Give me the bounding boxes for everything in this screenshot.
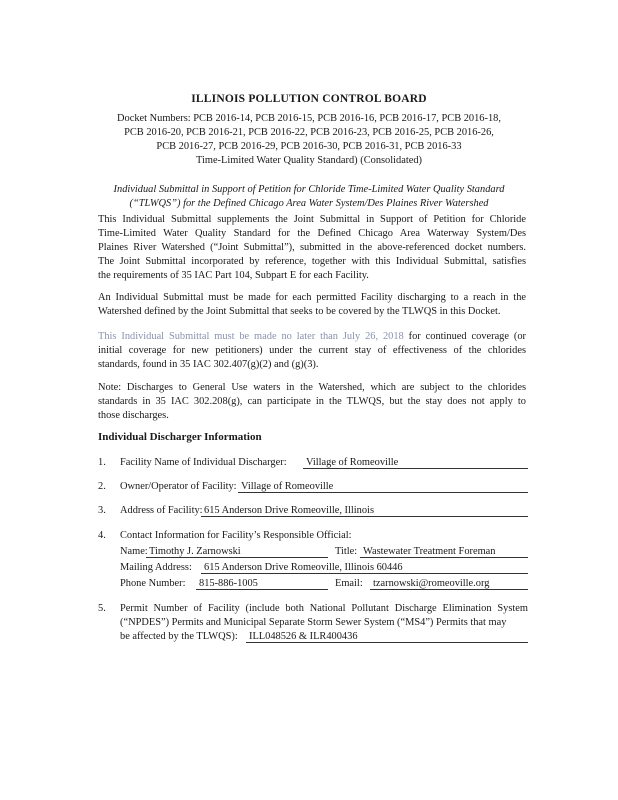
paragraph-deadline [98,330,526,372]
item-label: Address of Facility: [120,505,203,516]
item-facility-name [98,456,528,472]
paragraph-line: This Individual Submittal supplements the Joint Submittal in Support of Petition for Chloride [98,214,526,225]
paragraph-line: An Individual Submittal must be made for each permitted Facility discharging to a reach in the [98,292,526,303]
paragraph-line: Watershed defined by the Joint Submittal that seeks to be covered by the TLWQS in this Docket. [98,306,501,317]
paragraph-requirement [98,291,526,319]
title-label: Title: [335,546,358,557]
paragraph-line [98,330,526,344]
item-number: 4. [98,530,106,541]
section-heading: Individual Discharger Information [98,431,262,443]
paragraph-line: standards, found in 35 IAC 302.407(g)(2) and (g)(3). [98,359,319,370]
docket-line: Docket Numbers: PCB 2016-14, PCB 2016-15, PCB 2016-16, PCB 2016-17, PCB 2016-18, [117,113,501,124]
item-contact-information [98,529,528,599]
item-text-line: Permit Number of Facility (include both National Pollutant Discharge Elimination System [120,603,528,614]
item-number: 3. [98,505,106,516]
docket-line: Time-Limited Water Quality Standard) (Consolidated) [196,155,422,166]
facility-name-field[interactable]: Village of Romeoville [303,456,528,469]
facility-address-field[interactable]: 615 Anderson Drive Romeoville, Illinois [201,504,528,517]
item-label: be affected by the TLWQS): [120,631,238,642]
owner-operator-field[interactable]: Village of Romeoville [238,480,528,493]
name-label: Name: [120,546,148,557]
paragraph-line: initial coverage for new petitioners) under the current stay of effectiveness of the chlorides [98,345,526,356]
email-field[interactable]: tzarnowski@romeoville.org [370,577,528,590]
mailing-address-field[interactable]: 615 Anderson Drive Romeoville, Illinois 60446 [201,561,528,574]
subtitle-line: Individual Submittal in Support of Petition for Chloride Time-Limited Water Quality Standard [113,184,505,195]
item-text-line: (“NPDES”) Permits and Municipal Separate Storm Sewer System (“MS4”) Permits that may [120,617,507,628]
paragraph-line: those discharges. [98,410,169,421]
board-title: ILLINOIS POLLUTION CONTROL BOARD [191,93,427,105]
official-name-field[interactable]: Timothy J. Zarnowski [146,545,328,558]
email-label: Email: [335,578,363,589]
document-subtitle [95,183,523,211]
phone-number-field[interactable]: 815-886-1005 [196,577,328,590]
docket-line: PCB 2016-20, PCB 2016-21, PCB 2016-22, PCB 2016-23, PCB 2016-25, PCB 2016-26, [124,127,494,138]
docket-line: PCB 2016-27, PCB 2016-29, PCB 2016-30, PCB 2016-31, PCB 2016-33 [156,141,462,152]
mailing-address-label: Mailing Address: [120,562,192,573]
docket-numbers [95,112,523,168]
paragraph-line: The Joint Submittal incorporated by reference, together with this Individual Submittal, satisfies [98,256,526,267]
paragraph-line: Note: Discharges to General Use waters in the Watershed, which are subject to the chlorides [98,382,526,393]
paragraph-line: standards in 35 IAC 302.208(g), can participate in the TLWQS, but the stay does not apply to [98,396,526,407]
deadline-continuation: for continued coverage (or [403,331,526,342]
item-number: 2. [98,481,106,492]
paragraph-supplement [98,213,526,283]
item-owner-operator [98,480,528,496]
deadline-text: This Individual Submittal must be made no later than July 26, 2018 [98,331,404,342]
paragraph-line: Plaines River Watershed (“Joint Submittal”), submitted in the above-referenced docket numbers. [98,242,526,253]
paragraph-line: Time-Limited Water Quality Standard for the Defined Chicago Area Waterway System/Des [98,228,526,239]
paragraph-note [98,381,526,423]
item-permit-number [98,602,528,650]
item-label: Facility Name of Individual Discharger: [120,457,287,468]
phone-number-label: Phone Number: [120,578,186,589]
item-label: Contact Information for Facility’s Responsible Official: [120,530,352,541]
subtitle-line: (“TLWQS”) for the Defined Chicago Area Water System/Des Plaines River Watershed [129,198,489,209]
item-number: 1. [98,457,106,468]
official-title-field[interactable]: Wastewater Treatment Foreman [360,545,528,558]
item-label: Owner/Operator of Facility: [120,481,237,492]
item-address [98,504,528,520]
item-number: 5. [98,603,106,614]
paragraph-line: the requirements of 35 IAC Part 104, Subpart E for each Facility. [98,270,369,281]
permit-number-field[interactable]: ILL048526 & ILR400436 [246,630,528,643]
